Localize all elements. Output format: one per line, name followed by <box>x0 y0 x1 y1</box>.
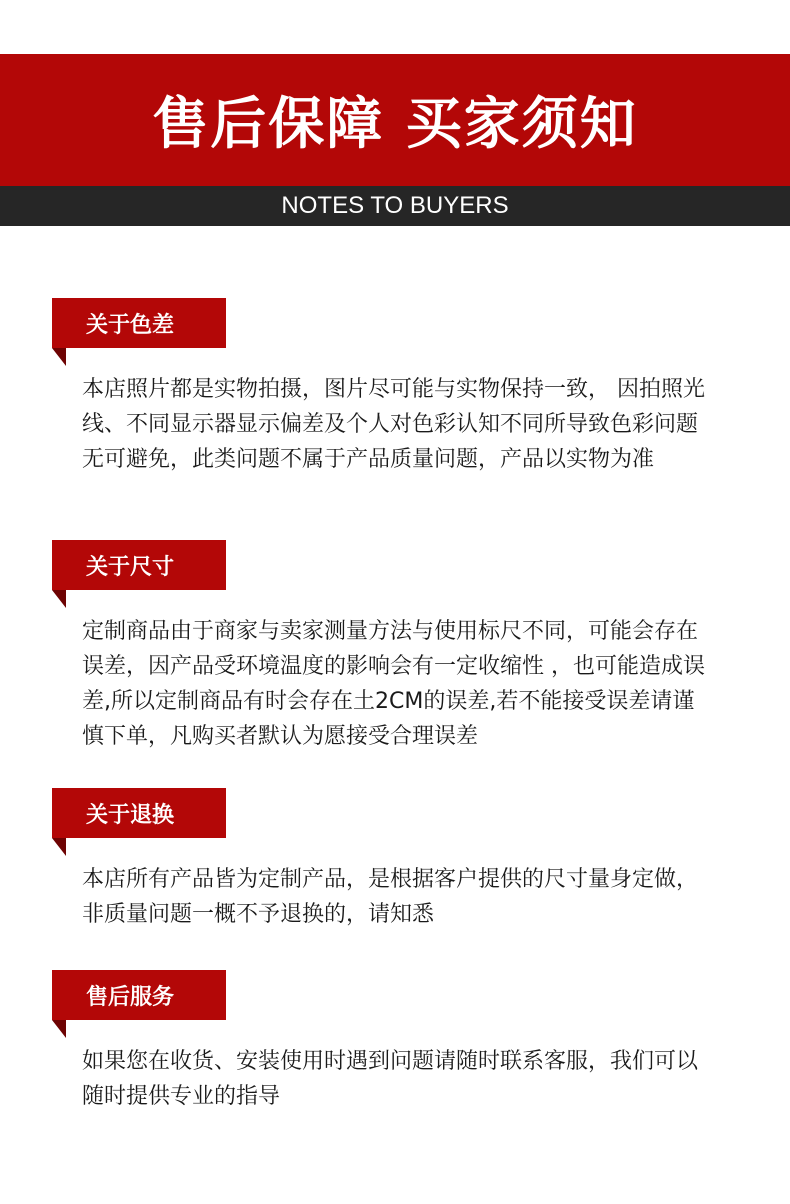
section-tag <box>52 788 226 838</box>
section-body: 本店照片都是实物拍摄，图片尽可能与实物保持一致， 因拍照光线、不同显示器显示偏差及个人对色彩认知不同所导致色彩问题无可避免，此类问题不属于产品质量问题，产品以实物为准 <box>82 377 705 472</box>
tag-fold-decoration <box>52 590 66 608</box>
section-tag <box>52 298 226 348</box>
section-body: 如果您在收货、安装使用时遇到问题请随时联系客服，我们可以随时提供专业的指导 <box>82 1049 699 1109</box>
tag-fold-decoration <box>52 348 66 366</box>
section-title: 关于尺寸 <box>86 554 175 580</box>
page-title: 售后保障 买家须知 <box>152 92 638 157</box>
section-color-difference <box>52 298 752 477</box>
section-body: 定制商品由于商家与卖家测量方法与使用标尺不同，可能会存在误差，因产品受环境温度的影响会有一定收缩性 ，也可能造成误差,所以定制商品有时会存在土2CM的误差,若不能接受误差请谨慎下单，凡购买者默认为愿接受合理误差 <box>82 619 705 749</box>
section-title: 关于色差 <box>86 312 175 338</box>
section-returns <box>52 788 752 932</box>
section-tag <box>52 970 226 1020</box>
tag-fold-decoration <box>52 1020 66 1038</box>
header-subtitle-bar <box>0 186 790 226</box>
section-title: 售后服务 <box>86 984 175 1010</box>
section-tag-box <box>52 788 226 838</box>
section-size <box>52 540 752 754</box>
section-tag-box <box>52 540 226 590</box>
page-subtitle: NOTES TO BUYERS <box>281 192 509 219</box>
section-after-sales <box>52 970 752 1114</box>
header-banner <box>0 54 790 186</box>
section-body: 本店所有产品皆为定制产品，是根据客户提供的尺寸量身定做，非质量问题一概不予退换的，请知悉 <box>82 867 699 927</box>
section-title: 关于退换 <box>86 802 175 828</box>
tag-fold-decoration <box>52 838 66 856</box>
section-tag-box <box>52 970 226 1020</box>
section-tag <box>52 540 226 590</box>
section-tag-box <box>52 298 226 348</box>
